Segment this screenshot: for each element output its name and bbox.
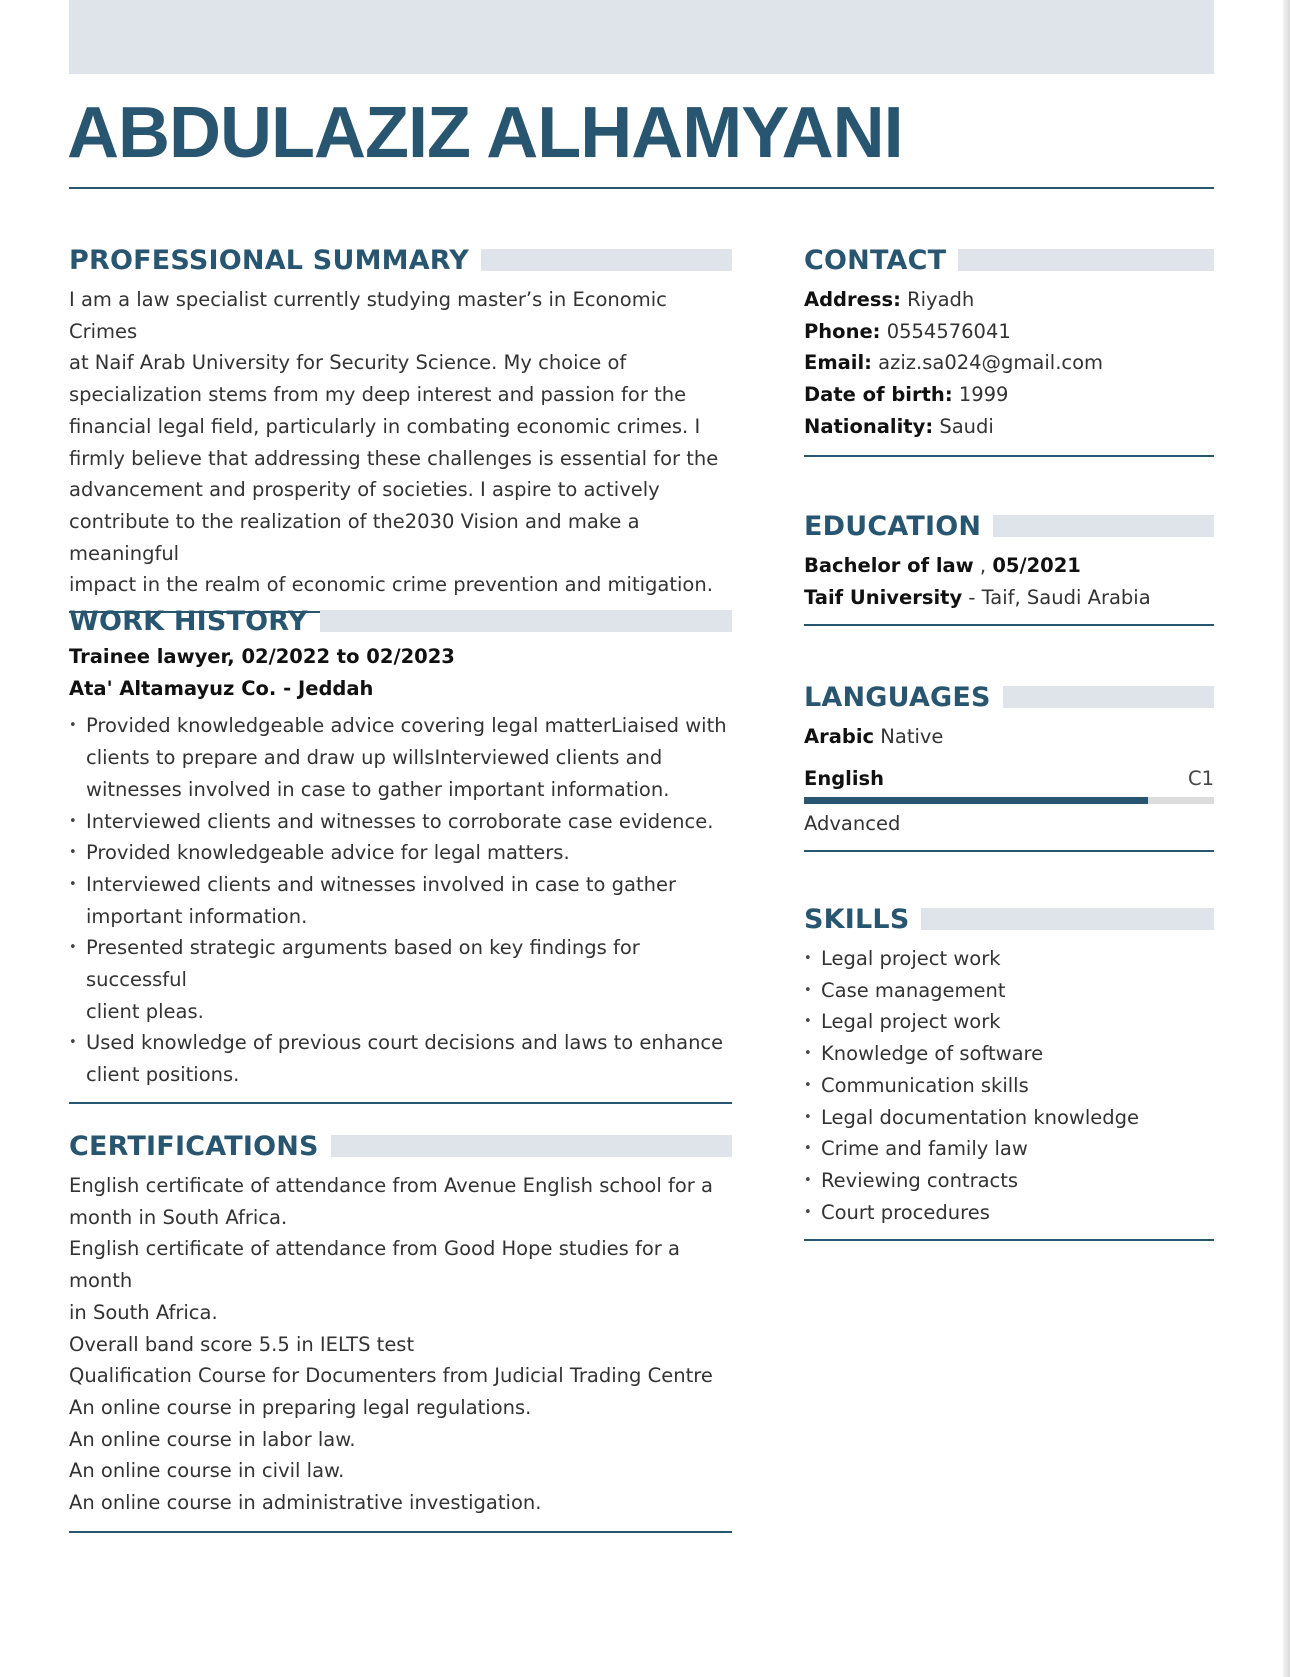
contact-value: 1999 <box>958 383 1009 407</box>
work-title-bar <box>320 610 732 632</box>
contact-details <box>804 284 1214 443</box>
list-item: • Case management <box>804 975 1214 1007</box>
bullet-line: • Used knowledge of previous court decisions and laws to enhance <box>86 1031 724 1055</box>
education-title-bar <box>993 515 1214 537</box>
work-bullets <box>69 710 732 1090</box>
language-level-fill <box>804 797 1148 804</box>
languages-header <box>804 682 1214 712</box>
contact-label: Nationality: <box>804 414 934 438</box>
education-divider <box>804 624 1214 626</box>
skills-section <box>804 904 1214 1241</box>
list-item <box>69 806 732 838</box>
education-date: 05/2021 <box>992 554 1081 577</box>
language-code: C1 <box>1187 766 1214 790</box>
certification-line: in South Africa. <box>69 1300 218 1324</box>
contact-phone <box>804 316 1214 348</box>
skills-divider <box>804 1239 1214 1241</box>
contact-title-bar <box>958 249 1214 271</box>
education-location: - Taif, Saudi Arabia <box>962 585 1151 609</box>
list-item: • Legal project work <box>804 943 1214 975</box>
list-item <box>69 837 732 869</box>
certification-line: An online course in administrative investigation. <box>69 1491 542 1515</box>
contact-divider <box>804 455 1214 457</box>
languages-title: LANGUAGES <box>804 681 991 713</box>
certification-line: An online course in labor law. <box>69 1427 356 1451</box>
list-item: • Legal project work <box>804 1006 1214 1038</box>
skills-title: SKILLS <box>804 903 910 935</box>
certifications-list <box>69 1170 732 1519</box>
bullet-line: clients to prepare and draw up willsInterviewed clients and <box>86 746 663 770</box>
summary-section <box>69 245 732 613</box>
education-degree: Bachelor of law <box>804 554 974 577</box>
work-divider <box>69 1102 732 1104</box>
contact-value: Saudi <box>939 414 994 438</box>
languages-divider <box>804 850 1214 852</box>
certification-line: English certificate of attendance from Good Hope studies for a month <box>69 1237 680 1293</box>
contact-value: 0554576041 <box>886 319 1011 343</box>
certifications-header <box>69 1131 732 1161</box>
list-item: • Communication skills <box>804 1070 1214 1102</box>
contact-value: Riyadh <box>907 288 975 311</box>
certification-line: English certificate of attendance from Avenue English school for a <box>69 1174 713 1197</box>
list-item: • Crime and family law <box>804 1133 1214 1165</box>
bullet-line: • Interviewed clients and witnesses involved in case to gather <box>86 872 676 896</box>
education-school: Taif University <box>804 585 963 609</box>
bullet-line: • Provided knowledgeable advice covering legal matterLiaised with <box>86 714 727 738</box>
page-edge-shadow <box>1283 0 1290 1677</box>
language-name: Arabic <box>804 725 875 748</box>
certifications-title-bar <box>331 1135 732 1157</box>
language-level-text: Advanced <box>804 812 901 836</box>
bullet-line: witnesses involved in case to gather important information. <box>86 777 670 801</box>
skills-title-bar <box>921 908 1214 930</box>
bullet-line: • Interviewed clients and witnesses to corroborate case evidence. <box>86 809 714 833</box>
education-section <box>804 511 1214 626</box>
job-company: Ata' Altamayuz Co. - Jeddah <box>69 676 374 700</box>
contact-address <box>804 284 1214 316</box>
summary-title: PROFESSIONAL SUMMARY <box>69 244 470 276</box>
contact-email <box>804 347 1214 379</box>
certifications-divider <box>69 1531 732 1533</box>
header-band <box>69 0 1214 74</box>
list-item: • Court procedures <box>804 1197 1214 1229</box>
job-role: Trainee lawyer, 02/2022 to 02/2023 <box>69 645 455 668</box>
certification-line: An online course in preparing legal regulations. <box>69 1395 532 1419</box>
certification-line: An online course in civil law. <box>69 1459 345 1483</box>
education-title: EDUCATION <box>804 510 982 542</box>
summary-line: firmly believe that addressing these challenges is essential for the <box>69 446 719 470</box>
languages-title-bar <box>1003 686 1214 708</box>
language-native <box>804 721 1214 753</box>
list-item <box>69 1027 732 1090</box>
summary-line: advancement and prosperity of societies. I aspire to actively <box>69 478 660 502</box>
contact-value: aziz.sa024@gmail.com <box>878 351 1104 375</box>
language-level-bar <box>804 797 1214 804</box>
languages-section <box>804 682 1214 852</box>
contact-dob <box>804 379 1214 411</box>
bullet-line: • Provided knowledgeable advice for legal matters. <box>86 841 570 865</box>
education-degree-line <box>804 550 1214 582</box>
contact-nationality <box>804 411 1214 443</box>
certification-line: Overall band score 5.5 in IELTS test <box>69 1332 415 1356</box>
contact-label: Email: <box>804 351 872 375</box>
certifications-section <box>69 1131 732 1533</box>
candidate-name: ABDULAZIZ ALHAMYANI <box>67 93 903 173</box>
education-entry <box>804 550 1214 613</box>
skills-header <box>804 904 1214 934</box>
summary-line: at Naif Arab University for Security Science. My choice of <box>69 351 627 375</box>
list-item <box>69 869 732 932</box>
education-header <box>804 511 1214 541</box>
certifications-title: CERTIFICATIONS <box>69 1130 319 1162</box>
summary-header <box>69 245 732 275</box>
contact-title: CONTACT <box>804 244 947 276</box>
work-section <box>69 606 732 1104</box>
education-sep: , <box>973 554 993 577</box>
contact-label: Address: <box>804 288 901 311</box>
language-name: English <box>804 766 885 790</box>
summary-line: impact in the realm of economic crime prevention and mitigation. <box>69 573 713 597</box>
summary-line: specialization stems from my deep interest and passion for the <box>69 383 687 407</box>
work-title: WORK HISTORY <box>69 605 308 637</box>
bullet-line: important information. <box>86 904 308 928</box>
list-item: • Knowledge of software <box>804 1038 1214 1070</box>
summary-text <box>69 284 732 601</box>
contact-label: Date of birth: <box>804 383 953 407</box>
work-header <box>69 606 732 636</box>
work-entry <box>69 641 732 704</box>
skills-list <box>804 943 1214 1228</box>
education-school-line <box>804 582 1214 614</box>
bullet-line: client positions. <box>86 1063 240 1087</box>
language-english <box>804 763 1214 840</box>
summary-line: contribute to the realization of the2030 Vision and make a meaningful <box>69 509 640 565</box>
name-divider <box>69 187 1214 189</box>
summary-line: financial legal field, particularly in combating economic crimes. I <box>69 414 701 438</box>
contact-label: Phone: <box>804 319 881 343</box>
certification-line: Qualification Course for Documenters from Judicial Trading Centre <box>69 1364 713 1388</box>
list-item <box>69 932 732 1027</box>
bullet-line: • Presented strategic arguments based on key findings for successful <box>86 936 640 992</box>
bullet-line: client pleas. <box>86 999 204 1023</box>
list-item: • Legal documentation knowledge <box>804 1102 1214 1134</box>
language-row <box>804 763 1214 795</box>
summary-line: I am a law specialist currently studying master’s in Economic Crimes <box>69 288 667 343</box>
summary-title-bar <box>481 249 732 271</box>
list-item: • Reviewing contracts <box>804 1165 1214 1197</box>
list-item <box>69 710 732 805</box>
contact-header <box>804 245 1214 275</box>
language-level: Native <box>880 725 944 748</box>
contact-section <box>804 245 1214 457</box>
certification-line: month in South Africa. <box>69 1205 288 1229</box>
